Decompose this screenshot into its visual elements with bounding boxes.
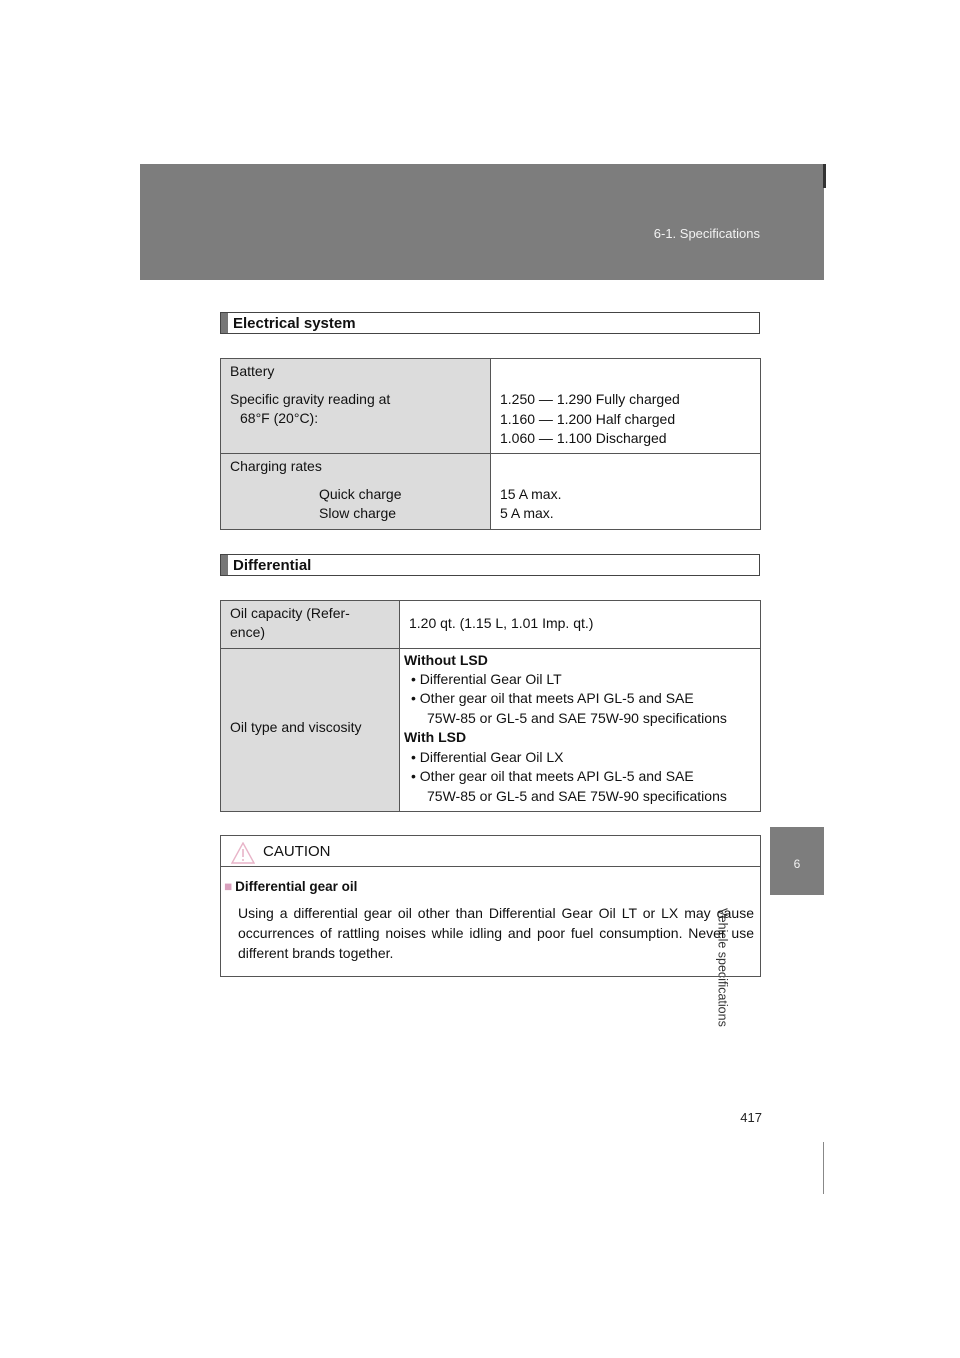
battery-label: Battery — [230, 363, 275, 379]
charging-label: Charging rates — [230, 458, 322, 474]
chapter-label — [715, 908, 792, 1048]
square-bullet-icon: ■ — [224, 879, 233, 894]
sg-label-1: Specific gravity reading at — [230, 391, 391, 407]
electrical-title: Electrical system — [233, 315, 356, 332]
slow-charge-label: Slow charge — [319, 505, 397, 521]
margin-rule — [823, 1142, 824, 1194]
capacity-value-cell — [400, 601, 761, 649]
oil-type-label-cell — [221, 649, 400, 812]
electrical-table — [220, 358, 761, 530]
charging-value-cell — [491, 454, 761, 530]
caution-subtitle: Differential gear oil — [235, 879, 358, 894]
capacity-label-2: ence) — [230, 624, 266, 640]
header-band — [140, 164, 824, 280]
section-header: 6-1. Specifications — [653, 226, 760, 241]
caution-subtitle-row — [224, 879, 357, 894]
slow-charge-value: 5 A max. — [500, 505, 554, 521]
sg-value-2: 1.160 — 1.200 Half charged — [500, 411, 676, 427]
battery-label-cell — [221, 359, 491, 454]
battery-value-cell — [491, 359, 761, 454]
differential-title: Differential — [233, 557, 312, 574]
with-lsd-item-1: • Differential Gear Oil LX — [411, 749, 564, 765]
sg-value-1: 1.250 — 1.290 Fully charged — [500, 391, 680, 407]
without-lsd-item-2: • Other gear oil that meets API GL-5 and SAE — [411, 690, 694, 706]
chapter-number: 6 — [793, 857, 801, 871]
warning-triangle-icon — [231, 842, 255, 864]
header-tick — [823, 164, 826, 188]
with-lsd-item-2: • Other gear oil that meets API GL-5 and SAE — [411, 768, 694, 784]
chapter-tab[interactable] — [770, 827, 824, 895]
capacity-label-cell — [221, 601, 400, 649]
with-lsd-heading: With LSD — [404, 729, 467, 745]
without-lsd-item-3: 75W-85 or GL-5 and SAE 75W-90 specifications — [427, 710, 727, 726]
quick-charge-label: Quick charge — [319, 486, 402, 502]
differential-table — [220, 600, 761, 812]
charging-label-cell — [221, 454, 491, 530]
sg-value-3: 1.060 — 1.100 Discharged — [500, 430, 667, 446]
chapter-label-text: Vehicle specifications — [715, 908, 730, 1027]
page-number: 417 — [740, 1110, 762, 1125]
capacity-label-1: Oil capacity (Refer- — [230, 605, 350, 621]
caution-title: CAUTION — [263, 843, 331, 860]
caution-body: Using a differential gear oil other than Differential Gear Oil LT or LX may cause occurrences of rattling noises while idling and poor fuel consumption. Never use different brands together. — [238, 905, 754, 961]
oil-type-value-cell — [400, 649, 761, 812]
table-row — [221, 359, 761, 454]
table-row — [221, 601, 761, 649]
quick-charge-value: 15 A max. — [500, 486, 562, 502]
capacity-value: 1.20 qt. (1.15 L, 1.01 Imp. qt.) — [409, 615, 594, 631]
table-row — [221, 649, 761, 812]
sg-label-2: 68°F (20°C): — [240, 410, 319, 426]
without-lsd-item-1: • Differential Gear Oil LT — [411, 671, 562, 687]
differential-section-title — [220, 554, 760, 576]
oil-type-label: Oil type and viscosity — [230, 719, 362, 735]
table-row — [221, 454, 761, 530]
without-lsd-heading: Without LSD — [404, 652, 488, 668]
with-lsd-item-3: 75W-85 or GL-5 and SAE 75W-90 specifications — [427, 788, 727, 804]
electrical-section-title — [220, 312, 760, 334]
